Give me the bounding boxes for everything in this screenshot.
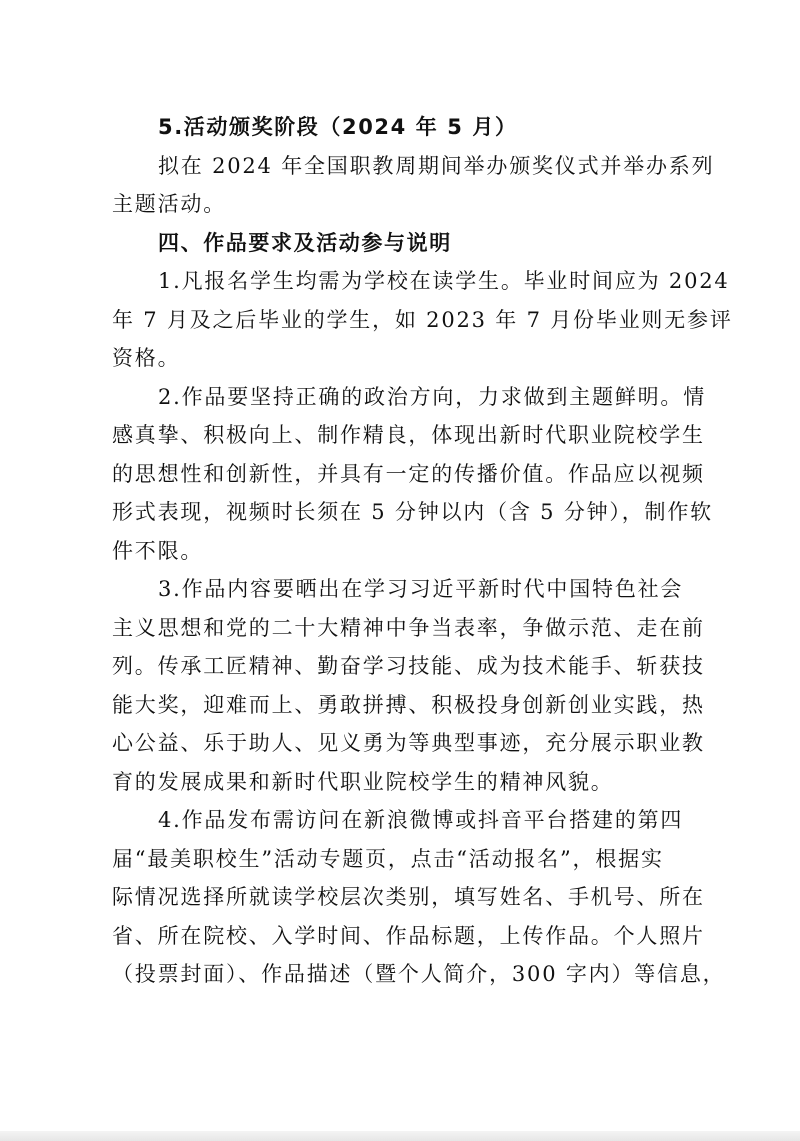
item3-line-1: 3.作品内容要晒出在学习习近平新时代中国特色社会 bbox=[158, 577, 684, 601]
item3-line-2: 主义思想和党的二十大精神中争当表率，争做示范、走在前 bbox=[112, 615, 705, 640]
item3-line-5: 心公益、乐于助人、见义勇为等典型事迹，充分展示职业教 bbox=[112, 731, 705, 755]
item2-line-4: 形式表现，视频时长须在 5 分钟以内（含 5 分钟），制作软 bbox=[112, 500, 713, 524]
item2-line-2: 感真挚、积极向上、制作精良，体现出新时代职业院校学生 bbox=[112, 423, 705, 447]
section4-heading: 四、作品要求及活动参与说明 bbox=[158, 230, 452, 255]
item3-line-3: 列。传承工匠精神、勤奋学习技能、成为技术能手、斩获技 bbox=[112, 654, 705, 678]
document-body bbox=[112, 108, 733, 994]
item1-line-2: 年 7 月及之后毕业的学生，如 2023 年 7 月份毕业则无参评 bbox=[112, 307, 733, 332]
item1-line-1: 1.凡报名学生均需为学校在读学生。毕业时间应为 2024 bbox=[158, 269, 730, 293]
item4-line-5: （投票封面）、作品描述（暨个人简介，300 字内）等信息， bbox=[112, 962, 726, 986]
item3-line-4: 能大奖，迎难而上、勇敢拼搏、积极投身创新创业实践，热 bbox=[112, 692, 705, 717]
stage5-line-1: 拟在 2024 年全国职教周期间举办颁奖仪式并举办系列 bbox=[158, 153, 715, 178]
stage5-line-2: 主题活动。 bbox=[112, 192, 226, 216]
item1-line-3: 资格。 bbox=[112, 346, 181, 370]
stage5-heading: 5.活动颁奖阶段（2024 年 5 月） bbox=[158, 115, 518, 139]
item4-line-3: 际情况选择所就读学校层次类别，填写姓名、手机号、所在 bbox=[112, 885, 705, 909]
item4-line-4: 省、所在院校、入学时间、作品标题，上传作品。个人照片 bbox=[112, 923, 705, 948]
item4-line-2: 届“最美职校生”活动专题页，点击“活动报名”，根据实 bbox=[112, 846, 664, 871]
page-bottom-edge bbox=[0, 1131, 800, 1141]
item3-line-6: 育的发展成果和新时代职业院校学生的精神风貌。 bbox=[112, 769, 614, 794]
item4-line-1: 4.作品发布需访问在新浪微博或抖音平台搭建的第四 bbox=[158, 808, 684, 832]
item2-line-3: 的思想性和创新性，并具有一定的传播价值。作品应以视频 bbox=[112, 461, 705, 486]
item2-line-5: 件不限。 bbox=[112, 538, 204, 563]
item2-line-1: 2.作品要坚持正确的政治方向，力求做到主题鲜明。情 bbox=[158, 384, 707, 409]
